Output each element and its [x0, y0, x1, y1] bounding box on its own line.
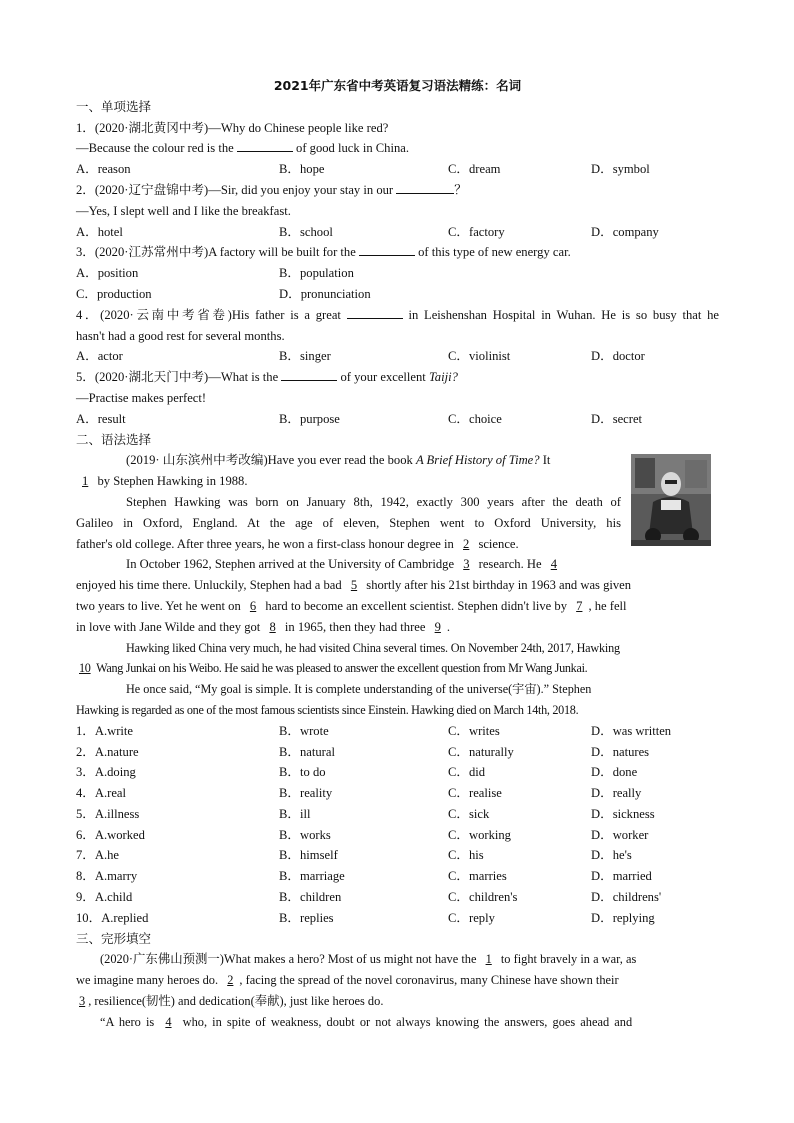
option-c[interactable]: C．violinist — [448, 349, 511, 364]
option-a[interactable]: 3．A.doing — [76, 765, 136, 780]
options-row — [76, 908, 719, 929]
question-5-reply: —Practise makes perfect! — [76, 390, 207, 405]
text: He once said, “My goal is simple. It is complete understanding of the universe(宇宙).” Stephen — [126, 682, 592, 697]
option-a[interactable]: A．reason — [76, 162, 131, 177]
option-a[interactable]: A．actor — [76, 349, 123, 364]
text: to fight bravely in a war, as — [497, 952, 637, 967]
text — [76, 534, 621, 555]
option-d[interactable]: D．worker — [591, 827, 649, 842]
blank-number[interactable]: 1 — [82, 474, 89, 489]
text — [76, 991, 719, 1012]
options-row — [76, 866, 719, 887]
option-a[interactable]: 9．A.child — [76, 890, 133, 905]
question-3-options-row-2 — [76, 284, 719, 305]
text: , facing the spread of the novel coronavirus, many Chinese have shown their — [239, 973, 619, 988]
blank-number[interactable]: 9 — [434, 619, 441, 634]
page-title: 2021年广东省中考英语复习语法精练：名词 — [273, 78, 522, 93]
blank-number[interactable]: 1 — [485, 952, 492, 967]
text — [76, 970, 719, 991]
text — [76, 554, 719, 575]
text: hard to become an excellent scientist. Stephen didn't live by — [262, 598, 571, 613]
question-4-stem-cont: hasn't had a good rest for several months. — [76, 328, 285, 343]
option-b[interactable]: B．ill — [279, 806, 311, 821]
text: In October 1962, Stephen arrived at the University of Cambridge — [126, 557, 458, 572]
text — [76, 596, 719, 617]
option-b[interactable]: B．wrote — [279, 723, 329, 738]
option-a[interactable]: 8．A.marry — [76, 869, 138, 884]
text: Stephen Hawking was born on January 8th, 1942, exactly 300 years after the death of — [126, 494, 621, 509]
option-d[interactable]: D．married — [591, 869, 652, 884]
option-b[interactable]: B．hope — [279, 162, 325, 177]
question-3-stem — [76, 242, 719, 263]
text: shortly after his 21st birthday in 1963 and was given — [363, 578, 632, 593]
option-c[interactable]: C．choice — [448, 411, 502, 426]
answer-blank[interactable] — [237, 138, 293, 152]
option-a[interactable]: 6．A.worked — [76, 827, 145, 842]
blank-number[interactable]: 2 — [227, 973, 234, 988]
text: ？ — [454, 182, 467, 197]
text: of good luck in China. — [292, 141, 410, 156]
option-d[interactable]: D．he's — [591, 848, 632, 863]
question-2-options — [76, 222, 719, 243]
passage-paragraph-1 — [76, 450, 621, 492]
question-5-options — [76, 409, 719, 430]
option-d[interactable]: D．sickness — [591, 806, 655, 821]
question-5-stem — [76, 367, 719, 388]
question-2-reply: —Yes, I slept well and I like the breakfast. — [76, 203, 291, 218]
option-a[interactable]: 1．A.write — [76, 723, 134, 738]
section-heading: 三、完形填空 — [76, 930, 152, 946]
text: research. He — [475, 557, 545, 572]
option-d[interactable]: D．pronunciation — [279, 286, 371, 301]
option-c[interactable]: C．naturally — [448, 744, 514, 759]
answer-blank[interactable] — [347, 305, 403, 319]
blank-number[interactable]: 5 — [350, 578, 358, 593]
text: (2019· 山东滨州中考改编)Have you ever read the book — [126, 453, 416, 468]
passage-paragraph-4 — [76, 638, 719, 680]
text: two years to live. Yet he went on — [76, 598, 244, 613]
text: who, in spite of weakness, doubt or not always knowing the answers, goes ahead and — [177, 1014, 633, 1029]
cloze-paragraph-2 — [76, 1012, 719, 1033]
text: . — [446, 619, 451, 634]
text: we imagine many heroes do. — [76, 973, 222, 988]
option-b[interactable]: B．replies — [279, 910, 334, 925]
blank-number[interactable]: 7 — [576, 598, 583, 613]
text — [76, 575, 719, 596]
stephen-hawking-photo — [631, 454, 711, 546]
option-d[interactable]: D．replying — [591, 910, 655, 925]
blank-number[interactable]: 3 — [79, 994, 86, 1009]
blank-number[interactable]: 3 — [463, 557, 470, 572]
text: in Leishenshan Hospital in Wuhan. He is so busy that he — [402, 307, 720, 322]
text — [76, 617, 719, 638]
option-d[interactable]: D．done — [591, 765, 638, 780]
text: in love with Jane Wilde and they got — [76, 619, 264, 634]
text: “A hero is — [100, 1014, 160, 1029]
option-b[interactable]: B．reality — [279, 786, 333, 801]
text: Wang Junkai on his Weibo. He said he was pleased to answer the excellent question from Mr Wang Junkai. — [93, 661, 588, 676]
option-c[interactable]: C．children's — [448, 890, 518, 905]
option-b[interactable]: B．singer — [279, 349, 331, 364]
answer-blank[interactable] — [396, 180, 454, 194]
blank-number[interactable]: 6 — [249, 598, 257, 613]
option-c[interactable]: C．marries — [448, 869, 507, 884]
option-a[interactable]: 5．A.illness — [76, 806, 140, 821]
option-c[interactable]: C．sick — [448, 806, 490, 821]
text: by Stephen Hawking in 1988. — [94, 474, 248, 489]
passage-paragraph-5 — [76, 679, 719, 721]
answer-blank[interactable] — [359, 242, 415, 256]
option-a[interactable]: A．hotel — [76, 224, 123, 239]
option-c[interactable]: C．dream — [448, 162, 501, 177]
options-row — [76, 887, 719, 908]
question-1-stem: 1．(2020·湖北黄冈中考)—Why do Chinese people like red? — [76, 120, 389, 135]
option-d[interactable]: D．was written — [591, 723, 672, 738]
text: , he fell — [588, 598, 627, 613]
text: of your excellent — [337, 370, 429, 385]
options-row — [76, 845, 719, 866]
option-c[interactable]: C．working — [448, 827, 511, 842]
option-a[interactable]: 10．A.replied — [76, 910, 149, 925]
text: 4．(2020·云南中考省卷)His father is a great — [76, 307, 347, 322]
option-a[interactable]: A．position — [76, 266, 139, 281]
option-d[interactable]: D．really — [591, 786, 642, 801]
text: science. — [475, 536, 519, 551]
options-row — [76, 721, 719, 742]
section-heading: 一、单项选择 — [76, 98, 152, 114]
question-1-answer-line — [76, 138, 719, 159]
book-title: A Brief History of Time? — [415, 453, 540, 468]
passage-paragraph-2 — [76, 492, 621, 554]
text: 2．(2020·辽宁盘锦中考)—Sir, did you enjoy your stay in our — [76, 182, 397, 197]
grammar-options-list — [76, 721, 719, 929]
text: in 1965, then they had three — [281, 619, 429, 634]
option-b[interactable]: B．children — [279, 890, 342, 905]
options-row — [76, 742, 719, 763]
text: 3．(2020·江苏常州中考)A factory will be built for the — [76, 245, 359, 260]
question-4-stem — [76, 305, 719, 326]
option-a[interactable]: 4．A.real — [76, 786, 127, 801]
option-b[interactable]: B．works — [279, 827, 331, 842]
question-2-stem — [76, 180, 719, 201]
option-a[interactable]: A．result — [76, 411, 126, 426]
option-a[interactable]: 2．A.nature — [76, 744, 139, 759]
option-c[interactable]: C．production — [76, 286, 152, 301]
option-b[interactable]: B．marriage — [279, 869, 345, 884]
text: Hawking liked China very much, he had visited China several times. On November 24th, 2017, Hawking — [126, 640, 620, 655]
option-b[interactable]: B．to do — [279, 765, 326, 780]
blank-number[interactable]: 2 — [463, 536, 470, 551]
option-c[interactable]: C．reply — [448, 910, 495, 925]
text: Taiji? — [428, 370, 458, 385]
option-c[interactable]: C．factory — [448, 224, 505, 239]
option-d[interactable]: D．symbol — [591, 162, 650, 177]
text: —Because the colour red is the — [76, 141, 237, 156]
text: Hawking is regarded as one of the most famous scientists since Einstein. Hawking died on March 14th, 2018. — [76, 702, 579, 717]
passage-intro — [76, 450, 719, 554]
text — [76, 1012, 719, 1033]
blank-number[interactable]: 4 — [165, 1014, 172, 1029]
text: of this type of new energy car. — [414, 245, 571, 260]
options-row — [76, 804, 719, 825]
option-b[interactable]: B．purpose — [279, 411, 340, 426]
section-heading: 二、语法选择 — [76, 431, 152, 447]
option-c[interactable]: C．writes — [448, 723, 500, 738]
blank-number[interactable]: 8 — [269, 619, 276, 634]
question-3-options-row-1 — [76, 263, 719, 284]
options-row — [76, 762, 719, 783]
options-row — [76, 783, 719, 804]
worksheet-page — [76, 76, 719, 1033]
options-row — [76, 825, 719, 846]
option-a[interactable]: 7．A.he — [76, 848, 120, 863]
answer-blank[interactable] — [281, 367, 337, 381]
option-b[interactable]: B．natural — [279, 744, 335, 759]
text: 5．(2020·湖北天门中考)—What is the — [76, 370, 282, 385]
option-b[interactable]: B．school — [279, 224, 333, 239]
option-b[interactable]: B．population — [279, 266, 354, 281]
option-d[interactable]: D．natures — [591, 744, 650, 759]
option-c[interactable]: C．realise — [448, 786, 502, 801]
option-b[interactable]: B．himself — [279, 848, 338, 863]
passage-paragraph-3 — [76, 554, 719, 637]
option-d[interactable]: D．doctor — [591, 349, 645, 364]
option-c[interactable]: C．his — [448, 848, 484, 863]
option-d[interactable]: D．company — [591, 224, 659, 239]
text: (2020·广东佛山预测一)What makes a hero? Most of us might not have the — [100, 952, 480, 967]
text: It — [539, 453, 551, 468]
option-d[interactable]: D．childrens' — [591, 890, 662, 905]
question-4-options — [76, 346, 719, 367]
text: , resilience(韧性) and dedication(奉献), just like heroes do. — [88, 994, 384, 1009]
text: Galileo in Oxford, England. At the age of eleven, Stephen went to Oxford University, his — [76, 515, 621, 530]
option-d[interactable]: D．secret — [591, 411, 643, 426]
text: enjoyed his time there. Unluckily, Stephen had a bad — [76, 578, 345, 593]
option-c[interactable]: C．did — [448, 765, 486, 780]
text — [76, 949, 719, 970]
cloze-paragraph-1 — [76, 949, 719, 1011]
text: father's old college. After three years, he won a first-class honour degree in — [76, 536, 457, 551]
blank-number[interactable]: 10 — [79, 661, 91, 676]
text — [76, 658, 719, 679]
question-1-options — [76, 159, 719, 180]
blank-number[interactable]: 4 — [550, 557, 558, 572]
